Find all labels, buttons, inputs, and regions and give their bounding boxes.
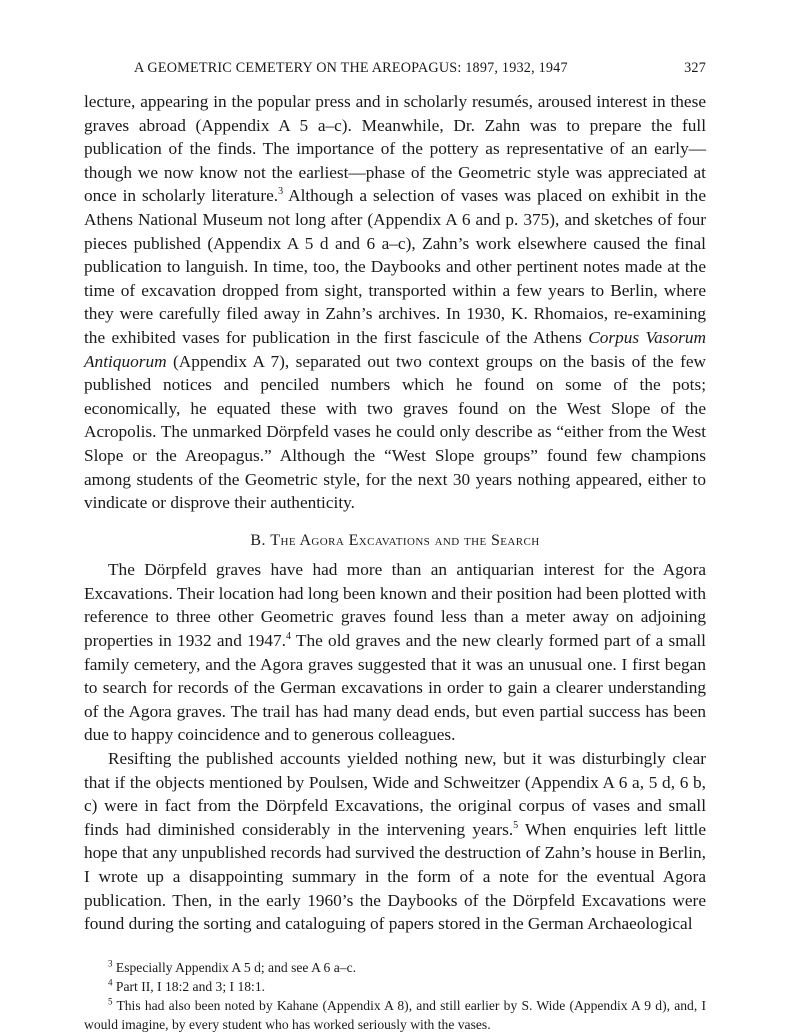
footnote-ref-5[interactable]: 5 <box>513 820 519 832</box>
paragraph-2: The Dörpfeld graves have had more than an antiquarian interest for the Agora Excavations. Their location had long been known and their position had been plotted with reference to three other Geometric graves found less than a meter away on adjoining properties in 1932 and 1947.$^4$ The old graves and the new clearly formed part of a small family cemetery, and the Agora graves suggested that it was an unusual one. I first began to search for records of the German excavations in order to gain a clearer understanding of the Agora graves. The trail has had many dead ends, but even partial success has been due to happy coincidence and to generous colleagues. <box>84 560 706 745</box>
footnote-4: $^4$ Part II, I 18:2 and 3; I 18:1. <box>108 977 266 994</box>
journal-title: Corpus Vasorum Antiquorum <box>84 327 706 371</box>
section-number: B. <box>250 531 266 549</box>
footnote-ref-3[interactable]: 3 <box>278 186 284 198</box>
section-heading <box>84 529 706 553</box>
page <box>84 60 706 1034</box>
body-text <box>84 90 706 936</box>
footnote-ref-4[interactable]: 4 <box>285 631 291 643</box>
footnotes <box>84 958 706 1034</box>
running-head <box>84 60 706 84</box>
paragraph-1: lecture, appearing in the popular press and in scholarly resumés, aroused interest in these graves abroad (Appendix A 5 a–c). Meanwhile, Dr. Zahn was to prepare the full publication of the finds. The importance of the pottery as representative of an early—though we now know not the earliest—phase of the Geometric style was appreciated at once in scholarly literature.$^3$ Although a selection of vases was placed on exhibit in the Athens National Museum not long after (Appendix A 6 and p. 375), and sketches of four pieces published (Appendix A 5 d and 6 a–c), Zahn’s work elsewhere caused the final publication to languish. In time, too, the Daybooks and other pertinent notes made at the time of excavation dropped from sight, transported within a few years to Berlin, where they were carefully filed away in Zahn’s archives. In 1930, K. Rhomaios, re-examining the exhibited vases for publication in the first fascicule of the Athens Corpus Vasorum Antiquorum (Appendix A 7), separated out two context groups on the basis of the few published notices and penciled numbers which he found on some of the pots; economically, he equated these with two graves found on the West Slope of the Acropolis. The unmarked Dörpfeld vases he could only describe as “either from the West Slope or the Areopagus.” Although the “West Slope groups” found few champions among students of the Geometric style, for the next 30 years nothing appeared, either to vindicate or disprove their authenticity. <box>84 92 706 513</box>
paragraph-3: Resifting the published accounts yielded nothing new, but it was disturbingly clear that if the objects mentioned by Poulsen, Wide and Schweitzer (Appendix A 6 a, 5 d, 6 b, c) were in fact from the Dörpfeld Excavations, the original corpus of vases and small finds had diminished considerably in the intervening years.$^5$ When enquiries left little hope that any unpublished records had survived the destruction of Zahn’s house in Berlin, I wrote up a disappointing summary in the form of a note for the eventual Agora publication. Then, in the early 1960’s the Daybooks of the Dörpfeld Excavations were found during the sorting and cataloguing of papers stored in the German Archaeological <box>84 749 706 934</box>
footnote-3: $^3$ Especially Appendix A 5 d; and see A 6 a–c. <box>108 958 357 975</box>
section-title: The Agora Excavations and the Search <box>270 531 540 549</box>
footnote-5: $^5$ This had also been noted by Kahane (Appendix A 8), and still earlier by S. Wide (Appendix A 9 d), and, I would imagine, by every student who has worked seriously with the vases. <box>84 996 706 1032</box>
page-number: 327 <box>684 60 706 76</box>
running-title: A GEOMETRIC CEMETERY ON THE AREOPAGUS: 1897, 1932, 1947 <box>134 60 568 76</box>
